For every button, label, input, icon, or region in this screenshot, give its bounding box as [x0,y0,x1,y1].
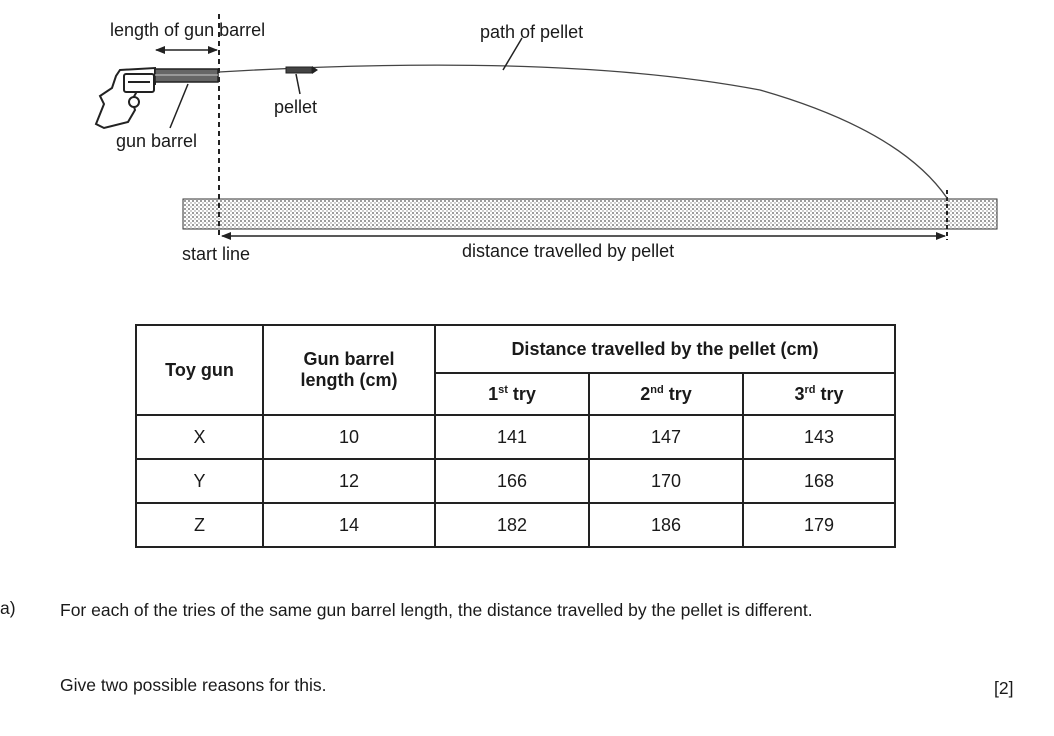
path-leader [503,38,522,70]
table-row [136,459,895,503]
start-line-label: start line [182,244,251,264]
pellet-path [219,65,947,198]
question-marks: [2] [994,678,1014,698]
header-try-2: 2nd try [589,373,743,415]
question-prompt: Give two possible reasons for this. [60,675,327,695]
table-row [136,503,895,547]
gun-barrel-leader [170,84,188,128]
cell-try2: 186 [589,503,743,547]
path-of-pellet-label: path of pellet [480,22,584,42]
cell-try2: 170 [589,459,743,503]
distance-travelled-label: distance travelled by pellet [462,241,675,261]
header-distance: Distance travelled by the pellet (cm) [435,325,895,373]
cell-length: 12 [263,459,435,503]
cell-try3: 179 [743,503,895,547]
cell-try2: 147 [589,415,743,459]
cell-try3: 168 [743,459,895,503]
question-text: For each of the tries of the same gun barrel length, the distance travelled by the pellet is different. [60,600,813,620]
gun-barrel-label: gun barrel [116,131,198,151]
cell-gun: Z [136,503,263,547]
cell-length: 14 [263,503,435,547]
experiment-diagram [0,0,1054,300]
header-toy-gun: Toy gun [136,325,263,415]
cell-gun: Y [136,459,263,503]
pellet-label: pellet [274,97,318,117]
cell-gun: X [136,415,263,459]
revolver-icon [96,68,155,128]
header-try-1: 1st try [435,373,589,415]
results-table [135,324,896,548]
question-letter: a) [0,598,16,618]
header-barrel-length-line1: Gun barrel [303,349,395,369]
header-barrel-length [263,325,435,415]
pellet-leader [296,74,300,94]
cell-try1: 182 [435,503,589,547]
cell-try1: 166 [435,459,589,503]
pellet-icon [286,66,318,74]
ground-strip [183,199,997,229]
table-row [136,415,895,459]
header-barrel-length-line2: length (cm) [300,370,398,390]
length-of-gun-barrel-label: length of gun barrel [110,20,266,40]
cell-try1: 141 [435,415,589,459]
cell-try3: 143 [743,415,895,459]
cell-length: 10 [263,415,435,459]
header-try-3: 3rd try [743,373,895,415]
